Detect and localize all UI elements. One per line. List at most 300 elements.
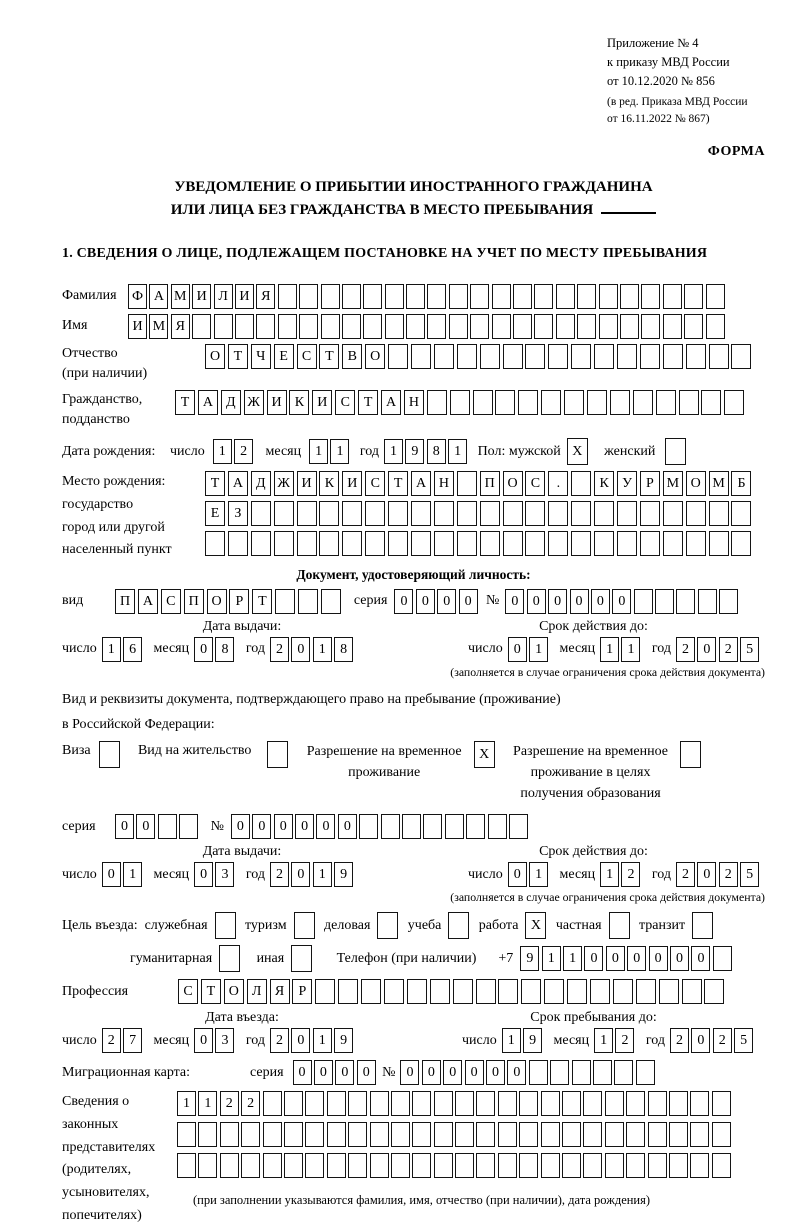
char-box[interactable]: Д bbox=[221, 390, 241, 415]
char-box[interactable]: 0 bbox=[136, 814, 155, 839]
char-box[interactable] bbox=[263, 1091, 282, 1116]
char-box[interactable] bbox=[99, 741, 120, 768]
char-box[interactable] bbox=[370, 1153, 389, 1178]
char-box[interactable] bbox=[519, 1153, 538, 1178]
char-box[interactable] bbox=[626, 1091, 645, 1116]
char-box[interactable] bbox=[434, 1122, 453, 1147]
char-box[interactable] bbox=[291, 945, 312, 972]
char-box[interactable] bbox=[534, 284, 553, 309]
char-box[interactable]: X bbox=[474, 741, 495, 768]
char-box[interactable]: 1 bbox=[313, 1028, 332, 1053]
char-box[interactable]: Т bbox=[252, 589, 272, 614]
char-box[interactable] bbox=[648, 1122, 667, 1147]
char-box[interactable]: 0 bbox=[691, 1028, 710, 1053]
char-box[interactable]: О bbox=[224, 979, 244, 1004]
char-box[interactable]: 0 bbox=[649, 946, 668, 971]
char-box[interactable] bbox=[177, 1153, 196, 1178]
char-box[interactable]: А bbox=[149, 284, 168, 309]
char-box[interactable]: 0 bbox=[194, 862, 213, 887]
char-box[interactable]: Е bbox=[205, 501, 225, 526]
char-box[interactable]: 1 bbox=[313, 637, 332, 662]
char-box[interactable] bbox=[626, 1153, 645, 1178]
char-box[interactable]: 0 bbox=[570, 589, 589, 614]
char-box[interactable] bbox=[571, 531, 591, 556]
char-box[interactable] bbox=[617, 531, 637, 556]
char-box[interactable] bbox=[548, 344, 568, 369]
char-box[interactable] bbox=[388, 344, 408, 369]
char-box[interactable] bbox=[709, 344, 729, 369]
char-box[interactable] bbox=[519, 1122, 538, 1147]
char-box[interactable] bbox=[634, 589, 653, 614]
char-box[interactable] bbox=[385, 314, 404, 339]
char-box[interactable] bbox=[476, 1122, 495, 1147]
char-box[interactable] bbox=[370, 1091, 389, 1116]
char-box[interactable]: X bbox=[567, 438, 588, 465]
char-box[interactable] bbox=[724, 390, 744, 415]
char-box[interactable]: 0 bbox=[527, 589, 546, 614]
char-box[interactable] bbox=[319, 531, 339, 556]
char-box[interactable] bbox=[361, 979, 381, 1004]
char-box[interactable] bbox=[158, 814, 177, 839]
char-box[interactable]: Л bbox=[247, 979, 267, 1004]
char-box[interactable]: 0 bbox=[606, 946, 625, 971]
char-box[interactable]: 2 bbox=[713, 1028, 732, 1053]
char-box[interactable] bbox=[525, 501, 545, 526]
char-box[interactable]: 1 bbox=[213, 439, 232, 464]
char-box[interactable] bbox=[518, 390, 538, 415]
char-box[interactable] bbox=[391, 1091, 410, 1116]
char-box[interactable] bbox=[348, 1122, 367, 1147]
char-box[interactable]: 2 bbox=[621, 862, 640, 887]
char-box[interactable]: 0 bbox=[291, 1028, 310, 1053]
char-box[interactable]: 8 bbox=[427, 439, 446, 464]
char-box[interactable]: 1 bbox=[502, 1028, 521, 1053]
char-box[interactable] bbox=[359, 814, 378, 839]
char-box[interactable] bbox=[363, 314, 382, 339]
char-box[interactable] bbox=[583, 1122, 602, 1147]
char-box[interactable]: М bbox=[171, 284, 190, 309]
char-box[interactable] bbox=[610, 390, 630, 415]
char-box[interactable]: О bbox=[365, 344, 385, 369]
char-box[interactable] bbox=[342, 501, 362, 526]
char-box[interactable]: Т bbox=[175, 390, 195, 415]
char-box[interactable] bbox=[562, 1122, 581, 1147]
char-box[interactable] bbox=[548, 531, 568, 556]
char-box[interactable]: 1 bbox=[563, 946, 582, 971]
char-box[interactable] bbox=[423, 814, 442, 839]
char-box[interactable] bbox=[498, 979, 518, 1004]
char-box[interactable] bbox=[348, 1153, 367, 1178]
char-box[interactable]: Р bbox=[229, 589, 249, 614]
char-box[interactable]: П bbox=[184, 589, 204, 614]
char-box[interactable] bbox=[370, 1122, 389, 1147]
char-box[interactable] bbox=[219, 945, 240, 972]
char-box[interactable] bbox=[327, 1091, 346, 1116]
char-box[interactable] bbox=[669, 1122, 688, 1147]
char-box[interactable] bbox=[275, 589, 295, 614]
char-box[interactable] bbox=[498, 1153, 517, 1178]
char-box[interactable]: 0 bbox=[422, 1060, 441, 1085]
char-box[interactable]: Л bbox=[214, 284, 233, 309]
char-box[interactable] bbox=[365, 531, 385, 556]
char-box[interactable] bbox=[342, 531, 362, 556]
char-box[interactable]: И bbox=[312, 390, 332, 415]
char-box[interactable]: 2 bbox=[241, 1091, 260, 1116]
char-box[interactable] bbox=[498, 1122, 517, 1147]
char-box[interactable]: 1 bbox=[177, 1091, 196, 1116]
char-box[interactable]: А bbox=[198, 390, 218, 415]
char-box[interactable] bbox=[412, 1122, 431, 1147]
char-box[interactable] bbox=[713, 946, 732, 971]
char-box[interactable] bbox=[284, 1091, 303, 1116]
char-box[interactable] bbox=[605, 1091, 624, 1116]
char-box[interactable] bbox=[509, 814, 528, 839]
char-box[interactable] bbox=[455, 1122, 474, 1147]
char-box[interactable]: 5 bbox=[740, 862, 759, 887]
char-box[interactable] bbox=[492, 314, 511, 339]
char-box[interactable] bbox=[338, 979, 358, 1004]
char-box[interactable] bbox=[541, 1122, 560, 1147]
char-box[interactable] bbox=[363, 284, 382, 309]
char-box[interactable] bbox=[391, 1122, 410, 1147]
char-box[interactable]: 0 bbox=[627, 946, 646, 971]
char-box[interactable] bbox=[241, 1153, 260, 1178]
char-box[interactable] bbox=[198, 1122, 217, 1147]
char-box[interactable] bbox=[495, 390, 515, 415]
char-box[interactable]: И bbox=[235, 284, 254, 309]
char-box[interactable]: 0 bbox=[291, 637, 310, 662]
char-box[interactable]: В bbox=[342, 344, 362, 369]
char-box[interactable] bbox=[613, 979, 633, 1004]
char-box[interactable] bbox=[556, 314, 575, 339]
char-box[interactable] bbox=[599, 314, 618, 339]
char-box[interactable] bbox=[263, 1153, 282, 1178]
char-box[interactable] bbox=[704, 979, 724, 1004]
char-box[interactable] bbox=[594, 531, 614, 556]
char-box[interactable]: 2 bbox=[270, 637, 289, 662]
char-box[interactable] bbox=[648, 1091, 667, 1116]
char-box[interactable]: 2 bbox=[719, 637, 738, 662]
char-box[interactable]: . bbox=[548, 471, 568, 496]
char-box[interactable]: А bbox=[138, 589, 158, 614]
char-box[interactable]: 0 bbox=[505, 589, 524, 614]
char-box[interactable] bbox=[605, 1122, 624, 1147]
char-box[interactable]: 0 bbox=[486, 1060, 505, 1085]
char-box[interactable] bbox=[686, 531, 706, 556]
char-box[interactable]: 9 bbox=[334, 862, 353, 887]
char-box[interactable] bbox=[453, 979, 473, 1004]
char-box[interactable] bbox=[412, 1091, 431, 1116]
char-box[interactable] bbox=[192, 314, 211, 339]
char-box[interactable]: 1 bbox=[198, 1091, 217, 1116]
char-box[interactable] bbox=[267, 741, 288, 768]
char-box[interactable] bbox=[686, 344, 706, 369]
char-box[interactable] bbox=[220, 1153, 239, 1178]
char-box[interactable] bbox=[205, 531, 225, 556]
char-box[interactable]: 1 bbox=[102, 637, 121, 662]
char-box[interactable]: 0 bbox=[394, 589, 413, 614]
char-box[interactable]: 9 bbox=[405, 439, 424, 464]
char-box[interactable] bbox=[411, 344, 431, 369]
char-box[interactable]: 5 bbox=[740, 637, 759, 662]
char-box[interactable]: 1 bbox=[542, 946, 561, 971]
char-box[interactable] bbox=[656, 390, 676, 415]
char-box[interactable]: О bbox=[503, 471, 523, 496]
char-box[interactable] bbox=[684, 314, 703, 339]
char-box[interactable] bbox=[284, 1153, 303, 1178]
char-box[interactable] bbox=[402, 814, 421, 839]
char-box[interactable]: 0 bbox=[416, 589, 435, 614]
char-box[interactable] bbox=[457, 531, 477, 556]
char-box[interactable]: 7 bbox=[123, 1028, 142, 1053]
char-box[interactable] bbox=[709, 501, 729, 526]
char-box[interactable] bbox=[411, 501, 431, 526]
char-box[interactable]: 2 bbox=[234, 439, 253, 464]
char-box[interactable] bbox=[473, 390, 493, 415]
char-box[interactable]: Т bbox=[319, 344, 339, 369]
char-box[interactable] bbox=[427, 284, 446, 309]
char-box[interactable] bbox=[365, 501, 385, 526]
char-box[interactable] bbox=[690, 1122, 709, 1147]
char-box[interactable] bbox=[342, 284, 361, 309]
char-box[interactable] bbox=[297, 531, 317, 556]
char-box[interactable]: 0 bbox=[400, 1060, 419, 1085]
char-box[interactable] bbox=[562, 1153, 581, 1178]
char-box[interactable] bbox=[327, 1122, 346, 1147]
char-box[interactable] bbox=[388, 501, 408, 526]
char-box[interactable] bbox=[587, 390, 607, 415]
char-box[interactable] bbox=[541, 1153, 560, 1178]
char-box[interactable]: И bbox=[192, 284, 211, 309]
char-box[interactable] bbox=[599, 284, 618, 309]
char-box[interactable]: 0 bbox=[584, 946, 603, 971]
char-box[interactable] bbox=[228, 531, 248, 556]
char-box[interactable]: 9 bbox=[523, 1028, 542, 1053]
char-box[interactable] bbox=[476, 1091, 495, 1116]
char-box[interactable]: И bbox=[297, 471, 317, 496]
char-box[interactable]: Р bbox=[292, 979, 312, 1004]
char-box[interactable] bbox=[391, 1153, 410, 1178]
char-box[interactable]: 0 bbox=[338, 814, 357, 839]
char-box[interactable]: П bbox=[480, 471, 500, 496]
char-box[interactable] bbox=[572, 1060, 591, 1085]
char-box[interactable]: А bbox=[228, 471, 248, 496]
char-box[interactable] bbox=[179, 814, 198, 839]
char-box[interactable]: 1 bbox=[448, 439, 467, 464]
char-box[interactable] bbox=[449, 314, 468, 339]
char-box[interactable]: 3 bbox=[215, 1028, 234, 1053]
char-box[interactable] bbox=[470, 314, 489, 339]
char-box[interactable]: Т bbox=[201, 979, 221, 1004]
char-box[interactable]: М bbox=[663, 471, 683, 496]
char-box[interactable] bbox=[641, 314, 660, 339]
char-box[interactable] bbox=[503, 344, 523, 369]
char-box[interactable] bbox=[430, 979, 450, 1004]
char-box[interactable]: Б bbox=[731, 471, 751, 496]
char-box[interactable] bbox=[434, 501, 454, 526]
char-box[interactable]: 1 bbox=[529, 637, 548, 662]
char-box[interactable] bbox=[556, 284, 575, 309]
char-box[interactable]: 1 bbox=[621, 637, 640, 662]
char-box[interactable] bbox=[513, 284, 532, 309]
char-box[interactable]: 2 bbox=[615, 1028, 634, 1053]
char-box[interactable]: О bbox=[686, 471, 706, 496]
char-box[interactable]: 2 bbox=[270, 862, 289, 887]
char-box[interactable]: 0 bbox=[102, 862, 121, 887]
char-box[interactable] bbox=[381, 814, 400, 839]
char-box[interactable] bbox=[263, 1122, 282, 1147]
char-box[interactable]: 2 bbox=[270, 1028, 289, 1053]
char-box[interactable] bbox=[449, 284, 468, 309]
char-box[interactable]: 1 bbox=[600, 862, 619, 887]
char-box[interactable] bbox=[434, 1091, 453, 1116]
char-box[interactable]: 0 bbox=[507, 1060, 526, 1085]
char-box[interactable] bbox=[731, 531, 751, 556]
char-box[interactable] bbox=[384, 979, 404, 1004]
char-box[interactable] bbox=[571, 501, 591, 526]
char-box[interactable]: К bbox=[594, 471, 614, 496]
char-box[interactable] bbox=[476, 1153, 495, 1178]
char-box[interactable] bbox=[562, 1091, 581, 1116]
char-box[interactable]: 0 bbox=[459, 589, 478, 614]
char-box[interactable]: С bbox=[525, 471, 545, 496]
char-box[interactable]: 1 bbox=[309, 439, 328, 464]
char-box[interactable] bbox=[712, 1153, 731, 1178]
char-box[interactable] bbox=[609, 912, 630, 939]
char-box[interactable]: А bbox=[381, 390, 401, 415]
char-box[interactable]: 1 bbox=[330, 439, 349, 464]
char-box[interactable] bbox=[529, 1060, 548, 1085]
char-box[interactable] bbox=[274, 531, 294, 556]
char-box[interactable]: 2 bbox=[220, 1091, 239, 1116]
char-box[interactable]: 2 bbox=[676, 637, 695, 662]
char-box[interactable] bbox=[480, 531, 500, 556]
char-box[interactable]: 0 bbox=[591, 589, 610, 614]
char-box[interactable] bbox=[655, 589, 674, 614]
char-box[interactable] bbox=[492, 284, 511, 309]
char-box[interactable]: Е bbox=[274, 344, 294, 369]
char-box[interactable]: 0 bbox=[465, 1060, 484, 1085]
char-box[interactable] bbox=[712, 1091, 731, 1116]
char-box[interactable] bbox=[648, 1153, 667, 1178]
char-box[interactable] bbox=[305, 1091, 324, 1116]
char-box[interactable] bbox=[241, 1122, 260, 1147]
char-box[interactable] bbox=[698, 589, 717, 614]
char-box[interactable]: 1 bbox=[313, 862, 332, 887]
char-box[interactable] bbox=[503, 531, 523, 556]
char-box[interactable] bbox=[470, 284, 489, 309]
char-box[interactable]: К bbox=[319, 471, 339, 496]
char-box[interactable] bbox=[701, 390, 721, 415]
char-box[interactable]: Я bbox=[256, 284, 275, 309]
char-box[interactable]: 0 bbox=[697, 637, 716, 662]
char-box[interactable] bbox=[633, 390, 653, 415]
char-box[interactable] bbox=[256, 314, 275, 339]
char-box[interactable] bbox=[412, 1153, 431, 1178]
char-box[interactable]: С bbox=[161, 589, 181, 614]
char-box[interactable] bbox=[214, 314, 233, 339]
char-box[interactable] bbox=[731, 501, 751, 526]
char-box[interactable] bbox=[593, 1060, 612, 1085]
char-box[interactable]: М bbox=[709, 471, 729, 496]
char-box[interactable] bbox=[434, 1153, 453, 1178]
char-box[interactable] bbox=[663, 344, 683, 369]
char-box[interactable]: А bbox=[411, 471, 431, 496]
char-box[interactable]: С bbox=[335, 390, 355, 415]
char-box[interactable] bbox=[278, 284, 297, 309]
char-box[interactable]: И bbox=[128, 314, 147, 339]
char-box[interactable]: И bbox=[267, 390, 287, 415]
char-box[interactable] bbox=[640, 531, 660, 556]
char-box[interactable] bbox=[299, 284, 318, 309]
char-box[interactable]: С bbox=[178, 979, 198, 1004]
char-box[interactable] bbox=[177, 1122, 196, 1147]
char-box[interactable]: М bbox=[149, 314, 168, 339]
char-box[interactable] bbox=[297, 501, 317, 526]
char-box[interactable] bbox=[299, 314, 318, 339]
char-box[interactable]: К bbox=[289, 390, 309, 415]
char-box[interactable] bbox=[305, 1153, 324, 1178]
char-box[interactable] bbox=[719, 589, 738, 614]
char-box[interactable] bbox=[406, 284, 425, 309]
char-box[interactable]: 0 bbox=[508, 637, 527, 662]
char-box[interactable] bbox=[626, 1122, 645, 1147]
char-box[interactable] bbox=[620, 314, 639, 339]
char-box[interactable]: 1 bbox=[529, 862, 548, 887]
char-box[interactable]: 1 bbox=[600, 637, 619, 662]
char-box[interactable] bbox=[541, 390, 561, 415]
char-box[interactable]: 0 bbox=[548, 589, 567, 614]
char-box[interactable] bbox=[455, 1091, 474, 1116]
char-box[interactable]: 0 bbox=[612, 589, 631, 614]
char-box[interactable] bbox=[427, 314, 446, 339]
char-box[interactable]: С bbox=[365, 471, 385, 496]
char-box[interactable]: X bbox=[525, 912, 546, 939]
char-box[interactable] bbox=[305, 1122, 324, 1147]
char-box[interactable] bbox=[385, 284, 404, 309]
char-box[interactable]: 8 bbox=[215, 637, 234, 662]
char-box[interactable]: 0 bbox=[194, 637, 213, 662]
char-box[interactable]: 2 bbox=[670, 1028, 689, 1053]
char-box[interactable] bbox=[706, 284, 725, 309]
char-box[interactable] bbox=[548, 501, 568, 526]
char-box[interactable]: 0 bbox=[335, 1060, 354, 1085]
char-box[interactable]: 2 bbox=[676, 862, 695, 887]
char-box[interactable]: 0 bbox=[691, 946, 710, 971]
char-box[interactable] bbox=[605, 1153, 624, 1178]
char-box[interactable] bbox=[663, 501, 683, 526]
char-box[interactable] bbox=[679, 390, 699, 415]
char-box[interactable]: 0 bbox=[291, 862, 310, 887]
char-box[interactable]: Ч bbox=[251, 344, 271, 369]
char-box[interactable] bbox=[327, 1153, 346, 1178]
char-box[interactable] bbox=[278, 314, 297, 339]
char-box[interactable] bbox=[427, 390, 447, 415]
char-box[interactable] bbox=[434, 344, 454, 369]
char-box[interactable]: 0 bbox=[508, 862, 527, 887]
char-box[interactable] bbox=[550, 1060, 569, 1085]
char-box[interactable] bbox=[274, 501, 294, 526]
char-box[interactable]: Ж bbox=[274, 471, 294, 496]
char-box[interactable] bbox=[571, 471, 591, 496]
char-box[interactable]: Н bbox=[434, 471, 454, 496]
char-box[interactable] bbox=[466, 814, 485, 839]
char-box[interactable] bbox=[686, 501, 706, 526]
char-box[interactable] bbox=[215, 912, 236, 939]
char-box[interactable]: 9 bbox=[520, 946, 539, 971]
char-box[interactable]: 3 bbox=[215, 862, 234, 887]
char-box[interactable] bbox=[298, 589, 318, 614]
